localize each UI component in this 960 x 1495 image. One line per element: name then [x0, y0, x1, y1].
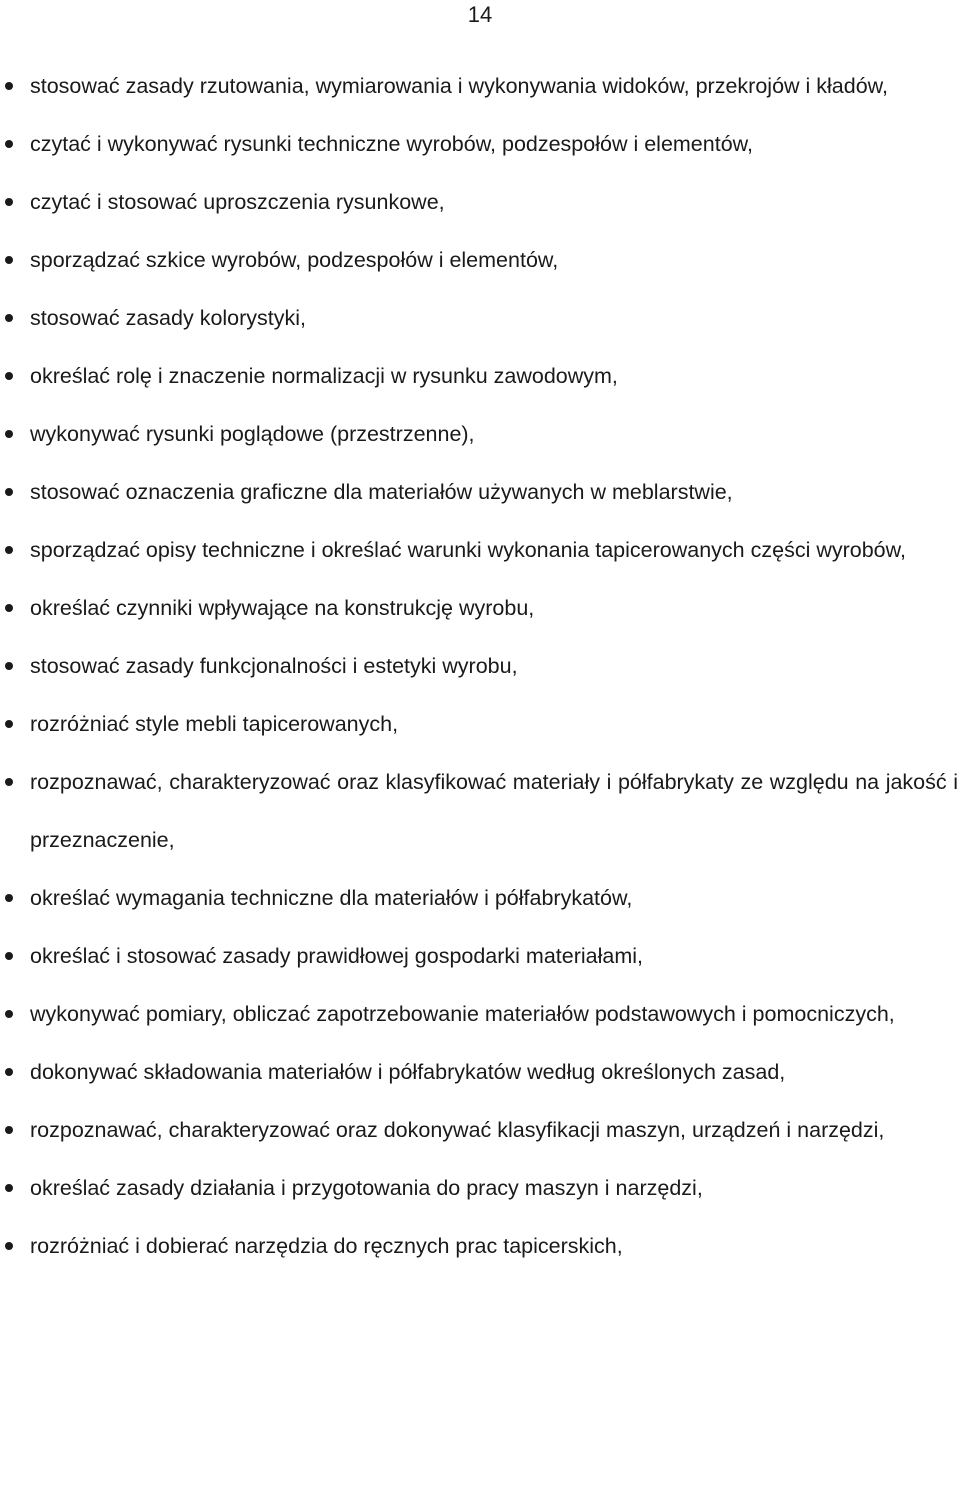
list-item-text: określać zasady działania i przygotowania do pracy maszyn i narzędzi, — [30, 1176, 703, 1200]
bullet-icon — [5, 488, 13, 496]
bullet-icon — [5, 430, 13, 438]
page-number: 14 — [467, 2, 493, 27]
list-item-text: dokonywać składowania materiałów i półfabrykatów według określonych zasad, — [30, 1060, 786, 1084]
list-item-text: wykonywać rysunki poglądowe (przestrzenne), — [30, 422, 475, 446]
bullet-icon — [5, 82, 13, 90]
list-item — [0, 173, 960, 231]
list-item — [0, 1159, 960, 1217]
list-item-text: określać czynniki wpływające na konstrukcję wyrobu, — [30, 596, 535, 620]
list-item — [0, 927, 960, 985]
list-item — [0, 1043, 960, 1101]
list-item-text: rozpoznawać, charakteryzować oraz dokonywać klasyfikacji maszyn, urządzeń i narzędzi, — [30, 1118, 885, 1142]
bullet-icon — [5, 256, 13, 264]
skills-bullet-list — [0, 57, 960, 1275]
list-item — [0, 347, 960, 405]
list-item-text: stosować zasady rzutowania, wymiarowania i wykonywania widoków, przekrojów i kładów, — [30, 74, 888, 98]
bullet-icon — [5, 372, 13, 380]
bullet-icon — [5, 894, 13, 902]
list-item — [0, 1101, 960, 1159]
list-item — [0, 1217, 960, 1275]
bullet-icon — [5, 1184, 13, 1192]
list-item — [0, 869, 960, 927]
list-item-text: czytać i wykonywać rysunki techniczne wyrobów, podzespołów i elementów, — [30, 132, 753, 156]
list-item-text: rozróżniać style mebli tapicerowanych, — [30, 712, 399, 736]
bullet-icon — [5, 604, 13, 612]
list-item-text: stosować zasady kolorystyki, — [30, 306, 307, 330]
list-item — [0, 57, 960, 115]
list-item — [0, 463, 960, 521]
list-item-text: stosować zasady funkcjonalności i estetyki wyrobu, — [30, 654, 518, 678]
bullet-icon — [5, 778, 13, 786]
list-item — [0, 231, 960, 289]
list-item-text: rozróżniać i dobierać narzędzia do ręcznych prac tapicerskich, — [30, 1234, 623, 1258]
list-item — [0, 289, 960, 347]
bullet-icon — [5, 720, 13, 728]
list-item — [0, 521, 960, 579]
list-item — [0, 115, 960, 173]
list-item-text: określać rolę i znaczenie normalizacji w rysunku zawodowym, — [30, 364, 618, 388]
list-item — [0, 695, 960, 753]
list-item-text: sporządzać szkice wyrobów, podzespołów i elementów, — [30, 248, 559, 272]
bullet-icon — [5, 1068, 13, 1076]
list-item-text: stosować oznaczenia graficzne dla materiałów używanych w meblarstwie, — [30, 480, 733, 504]
list-item — [0, 985, 960, 1043]
list-item-text: czytać i stosować uproszczenia rysunkowe, — [30, 190, 445, 214]
list-item-text: sporządzać opisy techniczne i określać warunki wykonania tapicerowanych części wyrobów, — [30, 538, 906, 562]
bullet-icon — [5, 140, 13, 148]
list-item — [0, 405, 960, 463]
list-item-text: rozpoznawać, charakteryzować oraz klasyfikować materiały i półfabrykaty ze względu na jakość i przeznaczenie, — [30, 770, 958, 852]
bullet-icon — [5, 314, 13, 322]
bullet-icon — [5, 1242, 13, 1250]
bullet-icon — [5, 662, 13, 670]
bullet-icon — [5, 1126, 13, 1134]
list-item-text: określać i stosować zasady prawidłowej gospodarki materiałami, — [30, 944, 644, 968]
bullet-icon — [5, 198, 13, 206]
list-item — [0, 753, 960, 869]
list-item — [0, 637, 960, 695]
list-item — [0, 579, 960, 637]
list-item-text: wykonywać pomiary, obliczać zapotrzebowanie materiałów podstawowych i pomocniczych, — [30, 1002, 895, 1026]
bullet-icon — [5, 1010, 13, 1018]
bullet-icon — [5, 952, 13, 960]
bullet-icon — [5, 546, 13, 554]
list-item-text: określać wymagania techniczne dla materiałów i półfabrykatów, — [30, 886, 633, 910]
